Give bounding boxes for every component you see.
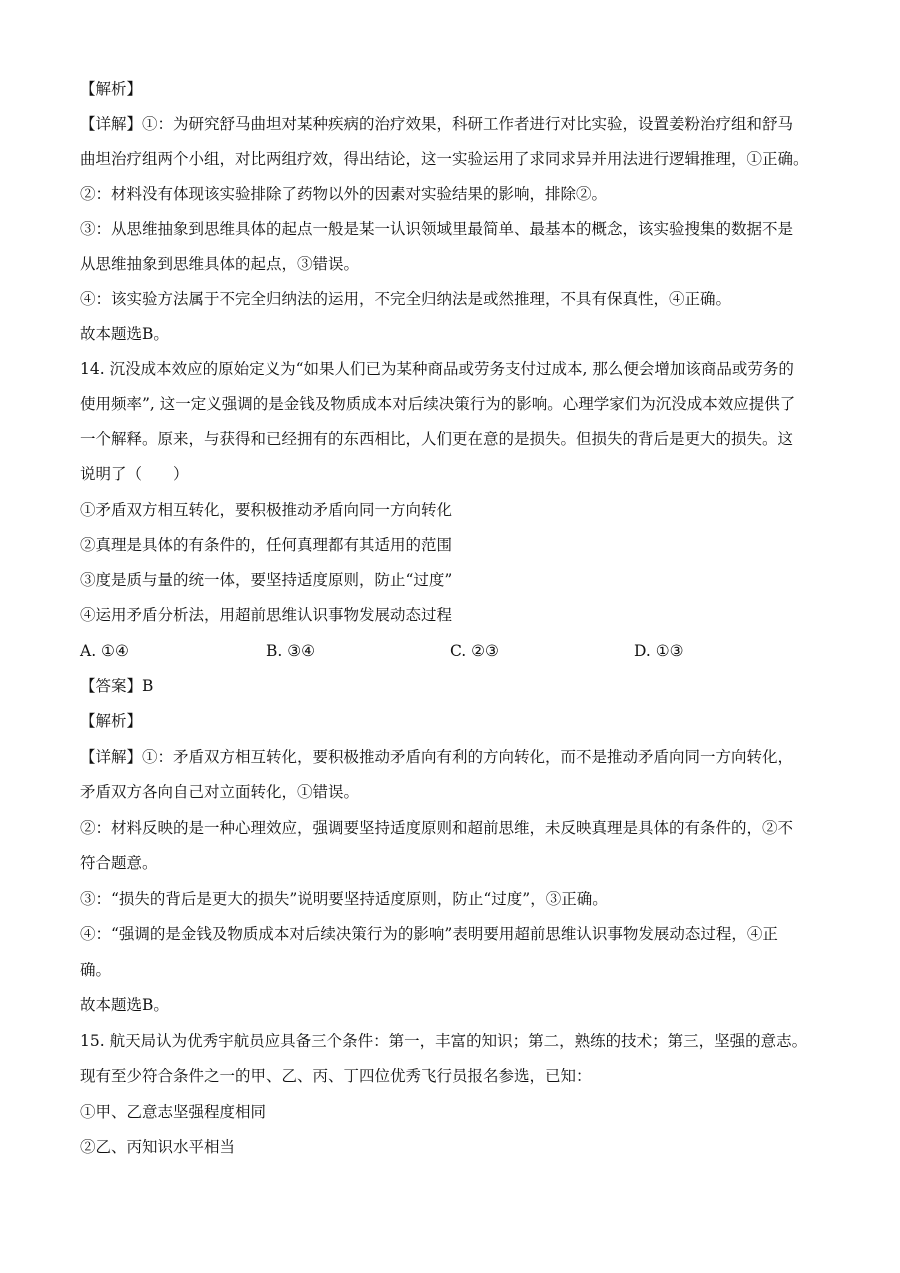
q14-analysis-tag: 【解析】 xyxy=(80,712,143,730)
option-c: C. ②③ xyxy=(450,642,499,660)
q15-statement-2: ②乙、丙知识水平相当 xyxy=(80,1138,236,1156)
q15-statement-1: ①甲、乙意志坚强程度相同 xyxy=(80,1103,267,1121)
analysis-tag: 【解析】 xyxy=(80,80,143,98)
q14-options xyxy=(80,641,830,661)
q14-detail-line: 矛盾双方各向自己对立面转化，①错误。 xyxy=(80,783,360,801)
detail-line: ④：该实验方法属于不完全归纳法的运用，不完全归纳法是或然推理，不具有保真性，④正确。 xyxy=(80,290,732,308)
q14-detail-line: 【详解】①：矛盾双方相互转化，要积极推动矛盾向有利的方向转化，而不是推动矛盾向同一方向转化， xyxy=(80,748,794,766)
q14-stem-line: 一个解释。原来，与获得和已经拥有的东西相比，人们更在意的是损失。但损失的背后是更大的损失。这 xyxy=(80,430,794,448)
q14-detail-line: 确。 xyxy=(80,961,112,979)
q14-detail-line: ②：材料反映的是一种心理效应，强调要坚持适度原则和超前思维，未反映真理是具体的有条件的，②不 xyxy=(80,819,794,837)
q14-statement-4: ④运用矛盾分析法，用超前思维认识事物发展动态过程 xyxy=(80,606,453,624)
detail-line: ②：材料没有体现该实验排除了药物以外的因素对实验结果的影响，排除②。 xyxy=(80,185,608,203)
q14-stem-line: 使用频率”, 这一定义强调的是金钱及物质成本对后续决策行为的影响。心理学家们为沉没成本效应提供了 xyxy=(80,395,796,413)
option-d: D. ①③ xyxy=(634,642,684,660)
q14-detail-line: ③：“损失的背后是更大的损失”说明要坚持适度原则，防止“过度”，③正确。 xyxy=(80,890,608,908)
q14-conclusion-line: 故本题选B。 xyxy=(80,996,169,1014)
detail-line: 曲坦治疗组两个小组，对比两组疗效，得出结论，这一实验运用了求同求异并用法进行逻辑推理，①正确。 xyxy=(80,150,809,168)
q14-statement-3: ③度是质与量的统一体，要坚持适度原则，防止“过度” xyxy=(80,571,453,589)
detail-line: 从思维抽象到思维具体的起点，③错误。 xyxy=(80,255,360,273)
option-a: A. ①④ xyxy=(80,642,129,660)
q15-stem-line: 15. 航天局认为优秀宇航员应具备三个条件：第一，丰富的知识；第二，熟练的技术；第三，坚强的意志。 xyxy=(80,1032,808,1050)
q14-statement-1: ①矛盾双方相互转化，要积极推动矛盾向同一方向转化 xyxy=(80,501,453,519)
q14-stem-line: 14. 沉没成本效应的原始定义为“如果人们已为某种商品或劳务支付过成本, 那么便会增加该商品或劳务的 xyxy=(80,360,794,378)
q14-detail-line: 符合题意。 xyxy=(80,854,158,872)
q14-detail-line: ④：“强调的是金钱及物质成本对后续决策行为的影响”表明要用超前思维认识事物发展动态过程，④正 xyxy=(80,925,778,943)
option-b: B. ③④ xyxy=(266,642,316,660)
detail-line: 【详解】①：为研究舒马曲坦对某种疾病的治疗效果，科研工作者进行对比实验，设置姜粉治疗组和舒马 xyxy=(80,115,794,133)
detail-line: ③：从思维抽象到思维具体的起点一般是某一认识领域里最简单、最基本的概念，该实验搜集的数据不是 xyxy=(80,220,794,238)
q15-stem-line: 现有至少符合条件之一的甲、乙、丙、丁四位优秀飞行员报名参选，已知： xyxy=(80,1067,592,1085)
q14-statement-2: ②真理是具体的有条件的，任何真理都有其适用的范围 xyxy=(80,536,453,554)
conclusion-line: 故本题选B。 xyxy=(80,325,169,343)
q14-stem-line: 说明了（ ） xyxy=(80,465,189,483)
q14-answer: 【答案】B xyxy=(80,677,154,695)
